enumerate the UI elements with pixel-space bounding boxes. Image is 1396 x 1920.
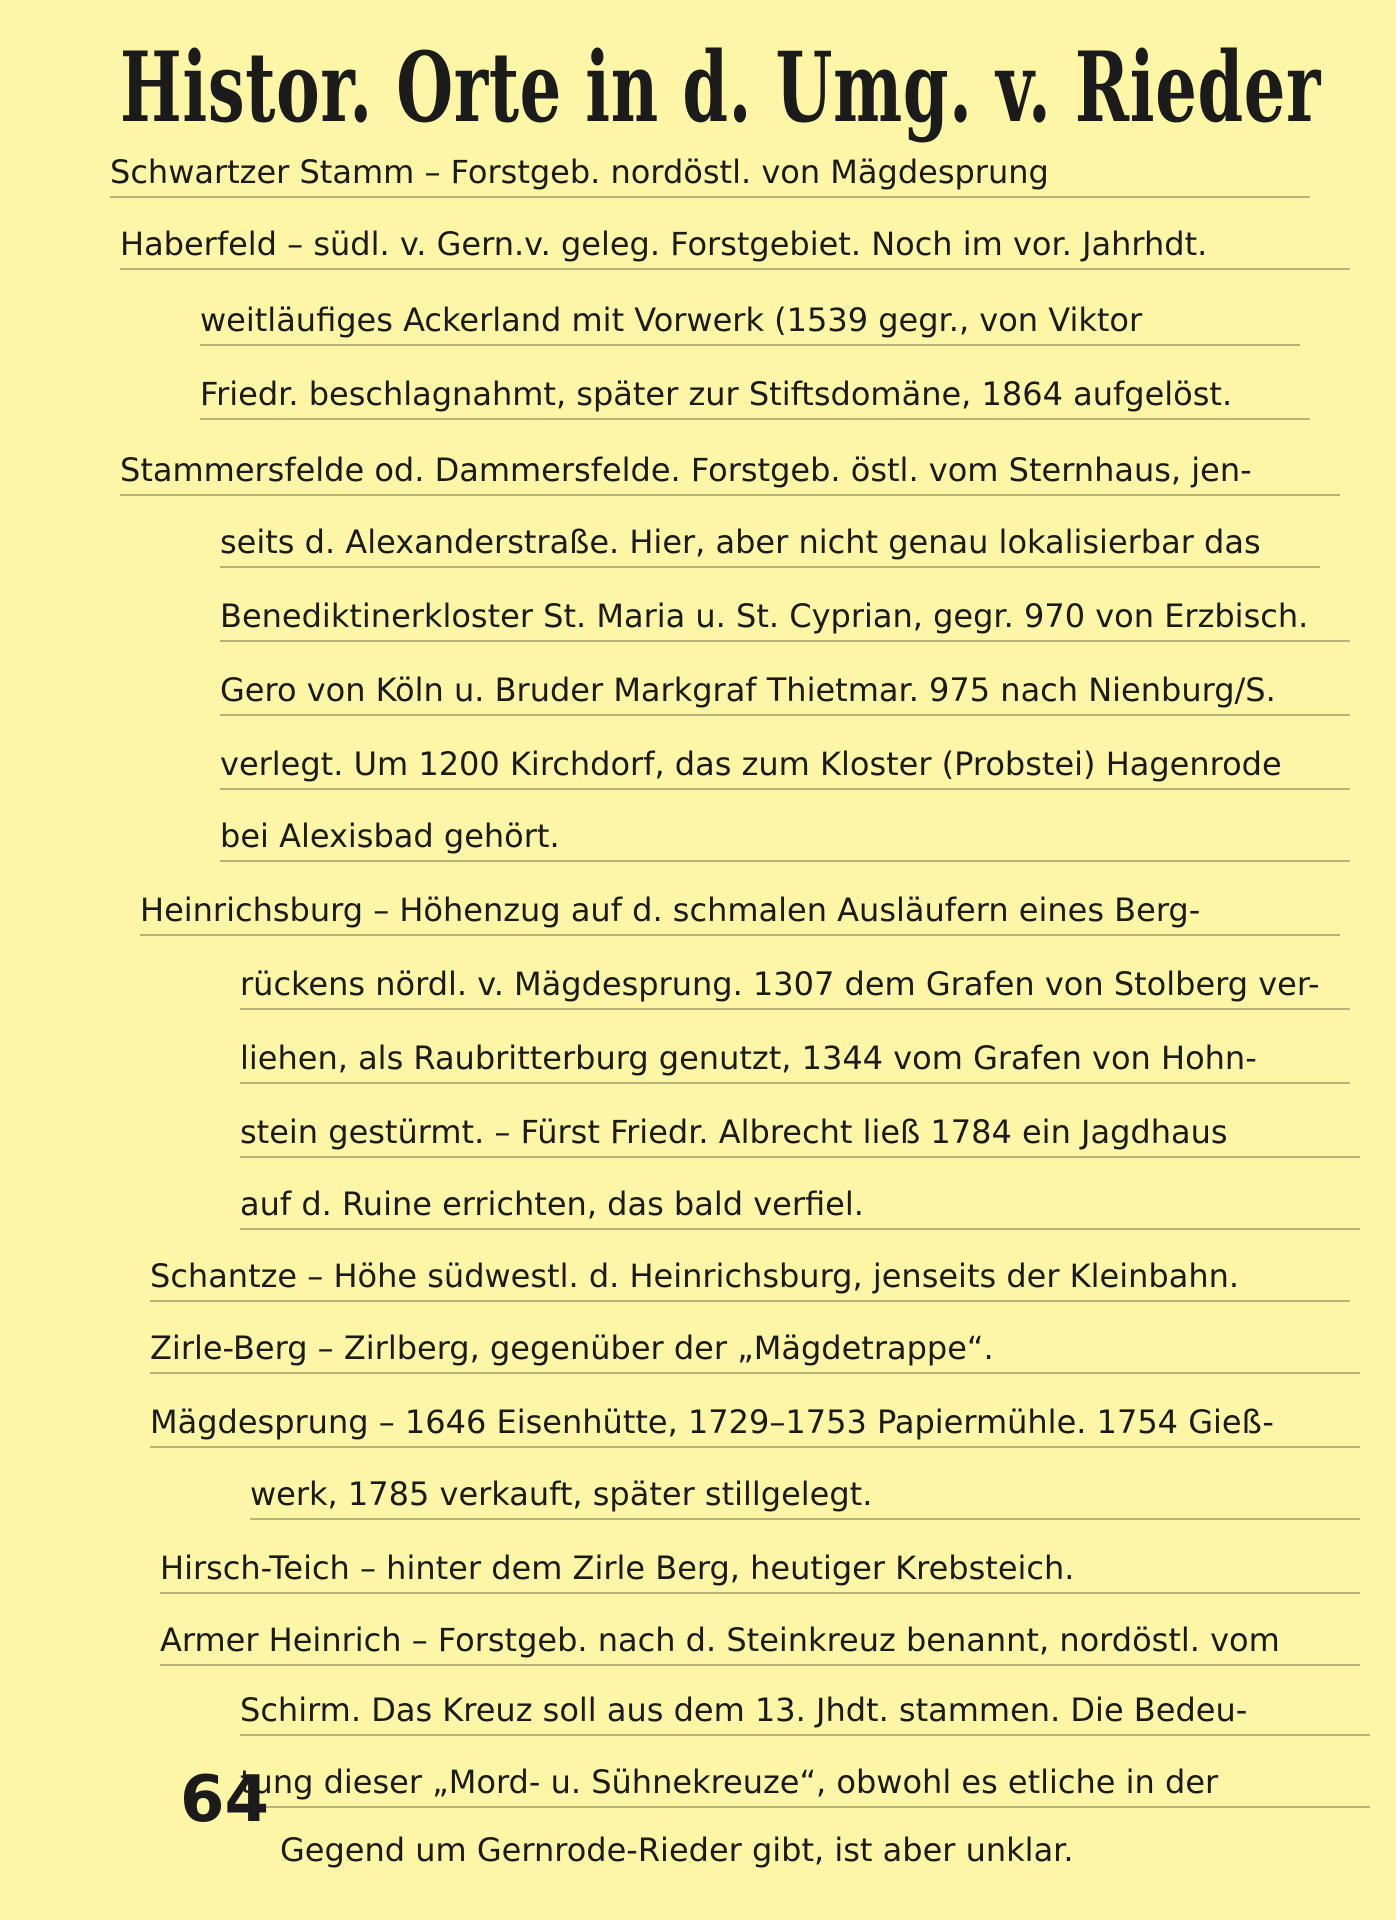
text-line <box>280 1806 1340 1874</box>
line-text: Gero von Köln u. Bruder Markgraf Thietmar. 975 nach Nienburg/S. <box>220 671 1276 709</box>
line-text: rückens nördl. v. Mägdesprung. 1307 dem Grafen von Stolberg ver- <box>240 965 1320 1003</box>
line-text: liehen, als Raubritterburg genutzt, 1344 vom Grafen von Hohn- <box>240 1039 1257 1077</box>
text-line <box>240 940 1350 1010</box>
line-text: Stammersfelde od. Dammersfelde. Forstgeb. östl. vom Sternhaus, jen- <box>120 451 1252 489</box>
text-line <box>160 1596 1360 1666</box>
text-line <box>200 276 1300 346</box>
text-line <box>240 1160 1360 1230</box>
line-text: Heinrichsburg – Höhenzug auf d. schmalen Ausläufern eines Berg- <box>140 891 1201 929</box>
text-line <box>220 572 1350 642</box>
page-number: 64 <box>180 1763 270 1837</box>
line-text: weitläufiges Ackerland mit Vorwerk (1539 gegr., von Viktor <box>200 301 1143 339</box>
line-text: auf d. Ruine errichten, das bald verfiel. <box>240 1185 864 1223</box>
text-line <box>240 1738 1370 1808</box>
text-line <box>140 866 1340 936</box>
line-text: tung dieser „Mord- u. Sühnekreuze“, obwohl es etliche in der <box>240 1763 1219 1801</box>
line-text: verlegt. Um 1200 Kirchdorf, das zum Kloster (Probstei) Hagenrode <box>220 745 1282 783</box>
text-line <box>120 426 1340 496</box>
text-line <box>220 792 1350 862</box>
line-text: Schantze – Höhe südwestl. d. Heinrichsburg, jenseits der Kleinbahn. <box>150 1257 1240 1295</box>
text-line <box>220 498 1320 568</box>
text-line <box>220 720 1350 790</box>
text-line <box>150 1378 1360 1448</box>
line-text: seits d. Alexanderstraße. Hier, aber nicht genau lokalisierbar das <box>220 523 1261 561</box>
line-text: Hirsch-Teich – hinter dem Zirle Berg, heutiger Krebsteich. <box>160 1549 1075 1587</box>
line-text: Haberfeld – südl. v. Gern.v. geleg. Forstgebiet. Noch im vor. Jahrhdt. <box>120 225 1208 263</box>
page-title: Histor. Orte in d. Umg. v. Rieder <box>120 31 1322 144</box>
line-text: Armer Heinrich – Forstgeb. nach d. Steinkreuz benannt, nordöstl. vom <box>160 1621 1280 1659</box>
line-text: bei Alexisbad gehört. <box>220 817 560 855</box>
line-text: Benediktinerkloster St. Maria u. St. Cyprian, gegr. 970 von Erzbisch. <box>220 597 1309 635</box>
line-text: Schirm. Das Kreuz soll aus dem 13. Jhdt. stammen. Die Bedeu- <box>240 1691 1248 1729</box>
line-text: Zirle-Berg – Zirlberg, gegenüber der „Mägdetrappe“. <box>150 1329 994 1367</box>
line-text: werk, 1785 verkauft, später stillgelegt. <box>250 1475 873 1513</box>
line-text: Gegend um Gernrode-Rieder gibt, ist aber unklar. <box>280 1831 1074 1869</box>
text-line <box>160 1524 1360 1594</box>
line-text: stein gestürmt. – Fürst Friedr. Albrecht ließ 1784 ein Jagdhaus <box>240 1113 1228 1151</box>
text-line <box>240 1014 1350 1084</box>
line-text: Schwartzer Stamm – Forstgeb. nordöstl. von Mägdesprung <box>110 153 1049 191</box>
text-line <box>250 1450 1360 1520</box>
text-line <box>150 1232 1350 1302</box>
text-line <box>240 1666 1370 1736</box>
text-line <box>120 200 1350 270</box>
text-line <box>200 350 1310 420</box>
line-text: Friedr. beschlagnahmt, später zur Stiftsdomäne, 1864 aufgelöst. <box>200 375 1233 413</box>
text-line <box>220 646 1350 716</box>
line-text: Mägdesprung – 1646 Eisenhütte, 1729–1753 Papiermühle. 1754 Gieß- <box>150 1403 1274 1441</box>
text-line <box>110 128 1310 198</box>
text-line <box>150 1304 1360 1374</box>
text-line <box>240 1088 1360 1158</box>
